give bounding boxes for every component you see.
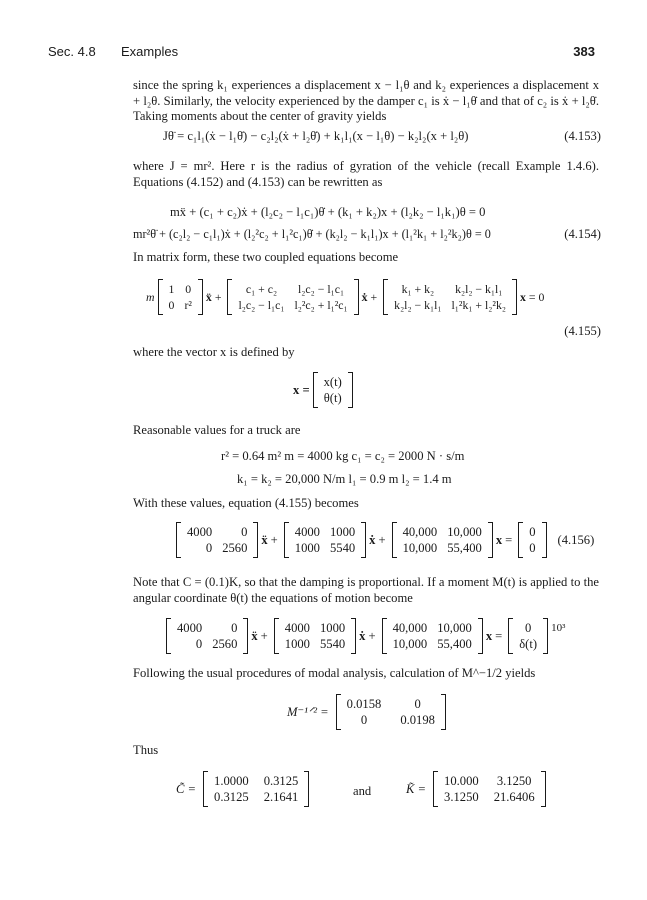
section-label: Sec. 4.8: [48, 44, 96, 59]
matrix-cell: l₁²k₁ + l₂²k₂: [451, 298, 506, 312]
x-definition-lhs: x =: [293, 382, 310, 397]
matrix-cell: 0.0198: [400, 713, 435, 727]
matrix-cell: 55,400: [437, 637, 472, 651]
matrix-cell: 4000: [284, 621, 310, 635]
k-tilde-lhs: K̃ =: [406, 781, 427, 796]
paragraph-1: since the spring k₁ experiences a displacement x − l₁θ and k₂ experiences a displacement x + l₂θ. Similarly, the velocity experienced by the damper c₁ is ẋ − l₁θ̇ and that of c₂ is ẋ + l₂θ̇. Taking moments about the center of gravity yields: [133, 78, 599, 123]
accel-vector: ẍ: [205, 289, 212, 304]
k-tilde-matrix: [433, 771, 546, 807]
x-vector: [313, 372, 353, 408]
force-vector: [508, 618, 548, 654]
matrix-cell: 0: [241, 525, 248, 539]
equation-4155-number: (4.155): [564, 324, 601, 338]
damping-matrix: [274, 618, 356, 654]
plus-sign: +: [378, 532, 386, 547]
accel-vector: ẍ: [251, 628, 258, 643]
velocity-vector: ẋ: [369, 532, 376, 547]
matrix-cell: 55,400: [447, 541, 482, 555]
matrix-cell: δ(t): [519, 637, 538, 651]
damping-matrix: [227, 279, 358, 315]
paragraph-2: where J = mr². Here r is the radius of gyration of the vehicle (recall Example 1.4.6). Equations (4.152) and (4.153) can be rewritten as: [133, 159, 599, 189]
matrix-cell: k₁ + k₂: [401, 282, 435, 296]
k-tilde: [406, 771, 549, 807]
matrix-cell: 10,000: [392, 637, 428, 651]
equals-sign: =: [505, 532, 513, 547]
equation-4156: [173, 522, 597, 558]
paragraph-8: Following the usual procedures of modal analysis, calculation of M^−1/2 yields: [133, 666, 536, 680]
equation-4153: Jθ̈ = c₁l₁(ẋ − l₁θ̇) − c₂l₂(ẋ + l₂θ̇) + k₁l₁(x − l₁θ) − k₂l₂(x + l₂θ): [163, 129, 469, 143]
matrix-cell: 40,000: [392, 621, 428, 635]
matrix-cell: 1000: [294, 541, 320, 555]
matrix-cell: k₂l₂ − k₁l₁: [394, 298, 442, 312]
force-scale: 10³: [551, 622, 566, 634]
matrix-cell: 0: [525, 621, 532, 635]
plus-sign: +: [368, 628, 376, 643]
equation-4155: [146, 279, 547, 315]
paragraph-9: Thus: [133, 743, 159, 757]
matrix-cell: 5540: [319, 637, 346, 651]
matrix-cell: 0: [231, 621, 238, 635]
and-text: and: [353, 784, 372, 798]
page-number: 383: [573, 44, 595, 59]
matrix-cell: l₂c₂ − l₁c₁: [298, 282, 345, 296]
paragraph-3: In matrix form, these two coupled equations become: [133, 250, 399, 264]
matrix-cell: 10,000: [447, 525, 482, 539]
equation-4154-number: (4.154): [564, 227, 601, 241]
stiffness-matrix: [383, 279, 517, 315]
matrix-cell: 1.0000: [214, 774, 249, 788]
equation-4154-line1: mẍ + (c₁ + c₂)ẋ + (l₂c₂ − l₁c₁)θ̇ + (k₁ + k₂)x + (l₂k₂ − l₁k₁)θ = 0: [170, 205, 486, 219]
rhs-vector: [518, 522, 546, 558]
mass-matrix: [158, 279, 203, 315]
matrix-cell: 4000: [294, 525, 320, 539]
matrix-cell: 5540: [329, 541, 356, 555]
matrix-cell: 0: [529, 525, 536, 539]
matrix-cell: 0: [529, 541, 536, 555]
matrix-cell: 21.6406: [493, 790, 535, 804]
truck-values-2: k₁ = k₂ = 20,000 N/m l₁ = 0.9 m l₂ = 1.4 m: [237, 472, 452, 486]
matrix-cell: 0.3125: [214, 790, 249, 804]
plus-sign: +: [214, 289, 222, 304]
c-tilde-lhs: C̃ =: [176, 781, 197, 796]
equals-zero: = 0: [528, 289, 545, 304]
matrix-cell: 2.1641: [263, 790, 299, 804]
matrix-cell: 0: [195, 637, 203, 651]
matrix-cell: l₂c₂ − l₁c₁: [238, 298, 285, 312]
stiffness-matrix: [392, 522, 493, 558]
plus-sign: +: [260, 628, 268, 643]
x-definition: [293, 372, 356, 408]
m-inverse-half: [287, 694, 449, 730]
paragraph-6: With these values, equation (4.155) becomes: [133, 496, 359, 510]
matrix-cell: 3.1250: [496, 774, 532, 788]
matrix-cell: 10,000: [402, 541, 438, 555]
matrix-cell: 0.3125: [263, 774, 299, 788]
matrix-cell: c₁ + c₂: [245, 282, 278, 296]
matrix-cell: 1: [168, 282, 175, 296]
matrix-cell: 0.0158: [346, 697, 382, 711]
matrix-cell: 0: [414, 697, 421, 711]
matrix-cell: 1000: [329, 525, 356, 539]
m-inverse-half-matrix: [336, 694, 446, 730]
matrix-cell: 4000: [187, 525, 213, 539]
matrix-cell: 10,000: [437, 621, 472, 635]
matrix-cell: 1000: [284, 637, 310, 651]
mass-scalar: m: [146, 289, 155, 304]
matrix-cell: x(t): [323, 375, 342, 389]
c-tilde-matrix: [203, 771, 309, 807]
matrix-cell: 1000: [319, 621, 346, 635]
matrix-cell: 3.1250: [444, 790, 479, 804]
c-tilde: [176, 771, 312, 807]
matrix-cell: θ(t): [323, 391, 342, 405]
equals-sign: =: [495, 628, 503, 643]
truck-values-1: r² = 0.64 m² m = 4000 kg c₁ = c₂ = 2000 N · s/m: [221, 449, 465, 463]
equation-4156-number: (4.156): [557, 532, 595, 547]
stiffness-matrix: [382, 618, 483, 654]
matrix-cell: 2560: [212, 637, 238, 651]
displacement-vector: x: [495, 532, 503, 547]
matrix-cell: 40,000: [402, 525, 438, 539]
matrix-cell: 2560: [222, 541, 248, 555]
displacement-vector: x: [485, 628, 493, 643]
mass-matrix: [176, 522, 258, 558]
mass-matrix: [166, 618, 248, 654]
paragraph-5: Reasonable values for a truck are: [133, 423, 301, 437]
plus-sign: +: [370, 289, 378, 304]
m-inverse-half-lhs: M⁻¹ᐟ² =: [287, 705, 329, 719]
matrix-cell: 4000: [177, 621, 203, 635]
matrix-cell: r²: [184, 298, 192, 312]
accel-vector: ẍ: [261, 532, 268, 547]
matrix-cell: 10.000: [444, 774, 479, 788]
equation-4153-number: (4.153): [564, 129, 601, 143]
paragraph-4: where the vector x is defined by: [133, 345, 295, 359]
matrix-cell: 0: [185, 282, 192, 296]
plus-sign: +: [270, 532, 278, 547]
paragraph-7: Note that C = (0.1)K, so that the damping is proportional. If a moment M(t) is applied to the angular coordinate θ(t) the equations of motion become: [133, 575, 599, 605]
section-title: Examples: [121, 44, 179, 59]
matrix-cell: l₂²c₂ + l₁²c₁: [294, 298, 348, 312]
equation-forced: [163, 618, 565, 654]
equation-4154-line2: mr²θ̈ + (c₂l₂ − c₁l₁)ẋ + (l₂²c₂ + l₁²c₁)θ̇ + (k₂l₂ − k₁l₁)x + (l₁²k₁ + l₂²k₂)θ = 0: [133, 227, 491, 241]
velocity-vector: ẋ: [361, 289, 368, 304]
matrix-cell: k₂l₂ − k₁l₁: [455, 282, 503, 296]
damping-matrix: [284, 522, 366, 558]
matrix-cell: 0: [168, 298, 175, 312]
matrix-cell: 0: [205, 541, 213, 555]
velocity-vector: ẋ: [359, 628, 366, 643]
matrix-cell: 0: [360, 713, 368, 727]
displacement-vector: x: [519, 289, 526, 304]
